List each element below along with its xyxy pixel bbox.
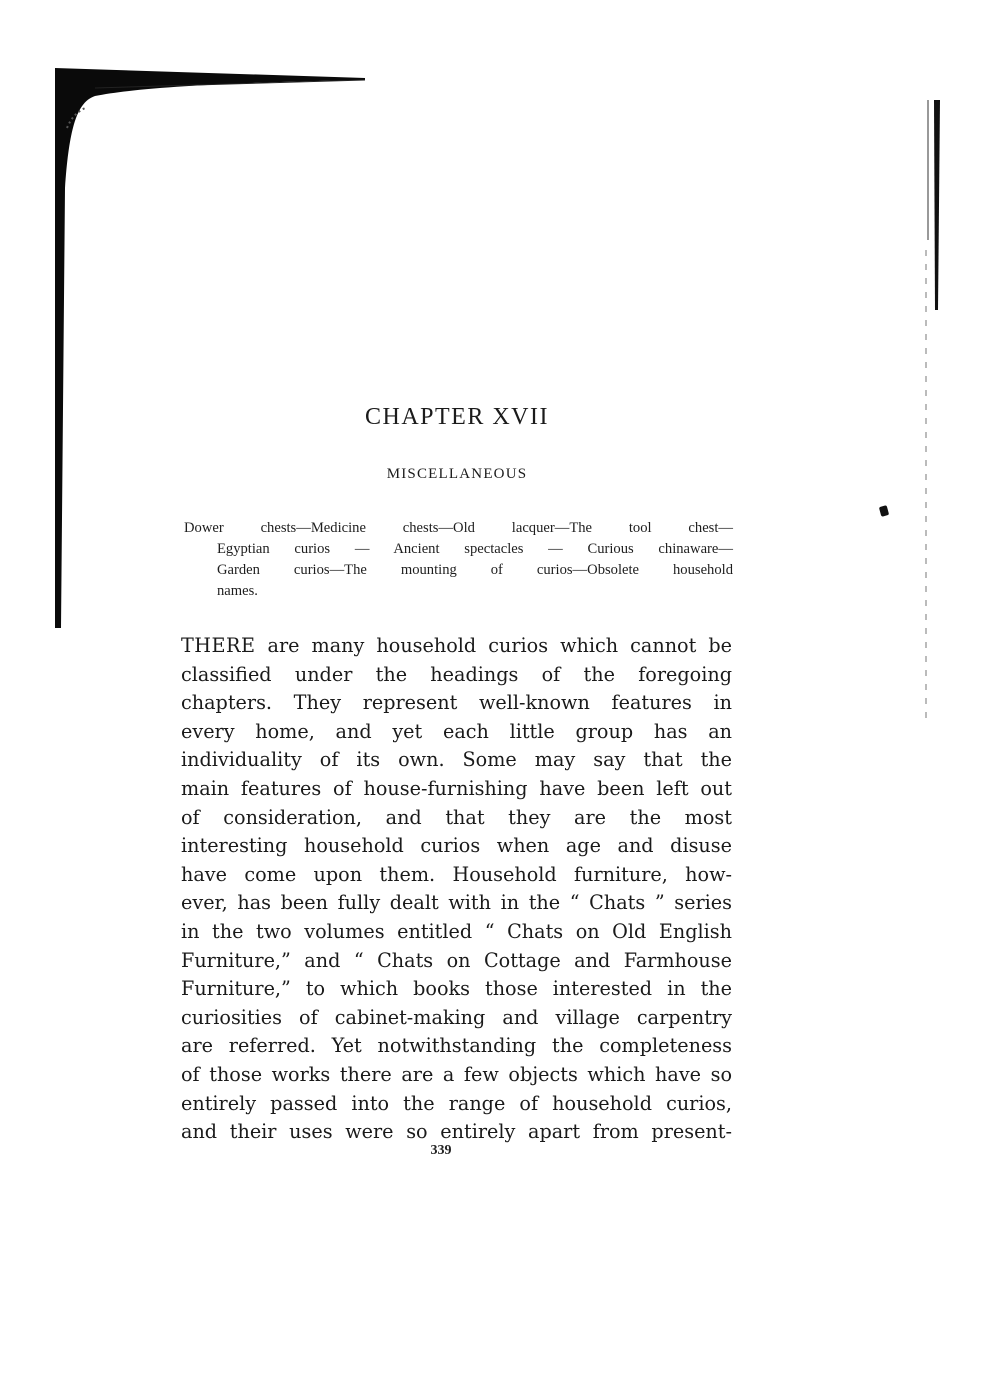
first-line-rest: are many household curios which cannot be [267,634,732,657]
chapter-summary [184,518,733,602]
body-line: in the two volumes entitled “ Chats on Old English [181,919,732,943]
body-line: individuality of its own. Some may say that the [181,748,732,772]
page-number: 339 [430,1143,452,1158]
body-line: entirely passed into the range of household curios, [181,1091,732,1115]
body-line: curiosities of cabinet-making and village carpentry [181,1005,732,1029]
summary-line: Garden curios—The mounting of curios—Obsolete household [217,562,733,578]
opening-word: THERE [181,634,256,657]
body-line: every home, and yet each little group has an [181,719,732,743]
body-line: of those works there are a few objects which have so [181,1062,732,1086]
body-line: and their uses were so entirely apart from present- [181,1120,732,1144]
body-line: have come upon them. Household furniture, how- [181,862,732,886]
summary-line: names. [217,583,258,599]
body-line: ever, has been fully dealt with in the “ Chats ” series [181,891,732,915]
body-line: are referred. Yet notwithstanding the completeness [181,1034,732,1058]
body-line: interesting household curios when age and disuse [181,834,732,858]
body-line: of consideration, and that they are the most [181,805,732,829]
body-text [181,632,732,1147]
body-line: main features of house-furnishing have been left out [181,776,732,800]
body-line: chapters. They represent well-known features in [181,691,732,715]
summary-line: Dower chests—Medicine chests—Old lacquer—The tool chest— [184,520,733,536]
chapter-title: CHAPTER XVII [365,404,549,430]
body-line-first [181,632,732,661]
summary-line: Egyptian curios — Ancient spectacles — Curious chinaware— [217,541,733,557]
scan-speck [879,505,889,517]
body-line: Furniture,” and “ Chats on Cottage and Farmhouse [181,948,732,972]
body-line: Furniture,” to which books those interested in the [181,977,732,1001]
scan-edge-right [920,100,944,720]
body-line: classified under the headings of the foregoing [181,662,732,686]
chapter-subtitle: MISCELLANEOUS [386,466,528,482]
